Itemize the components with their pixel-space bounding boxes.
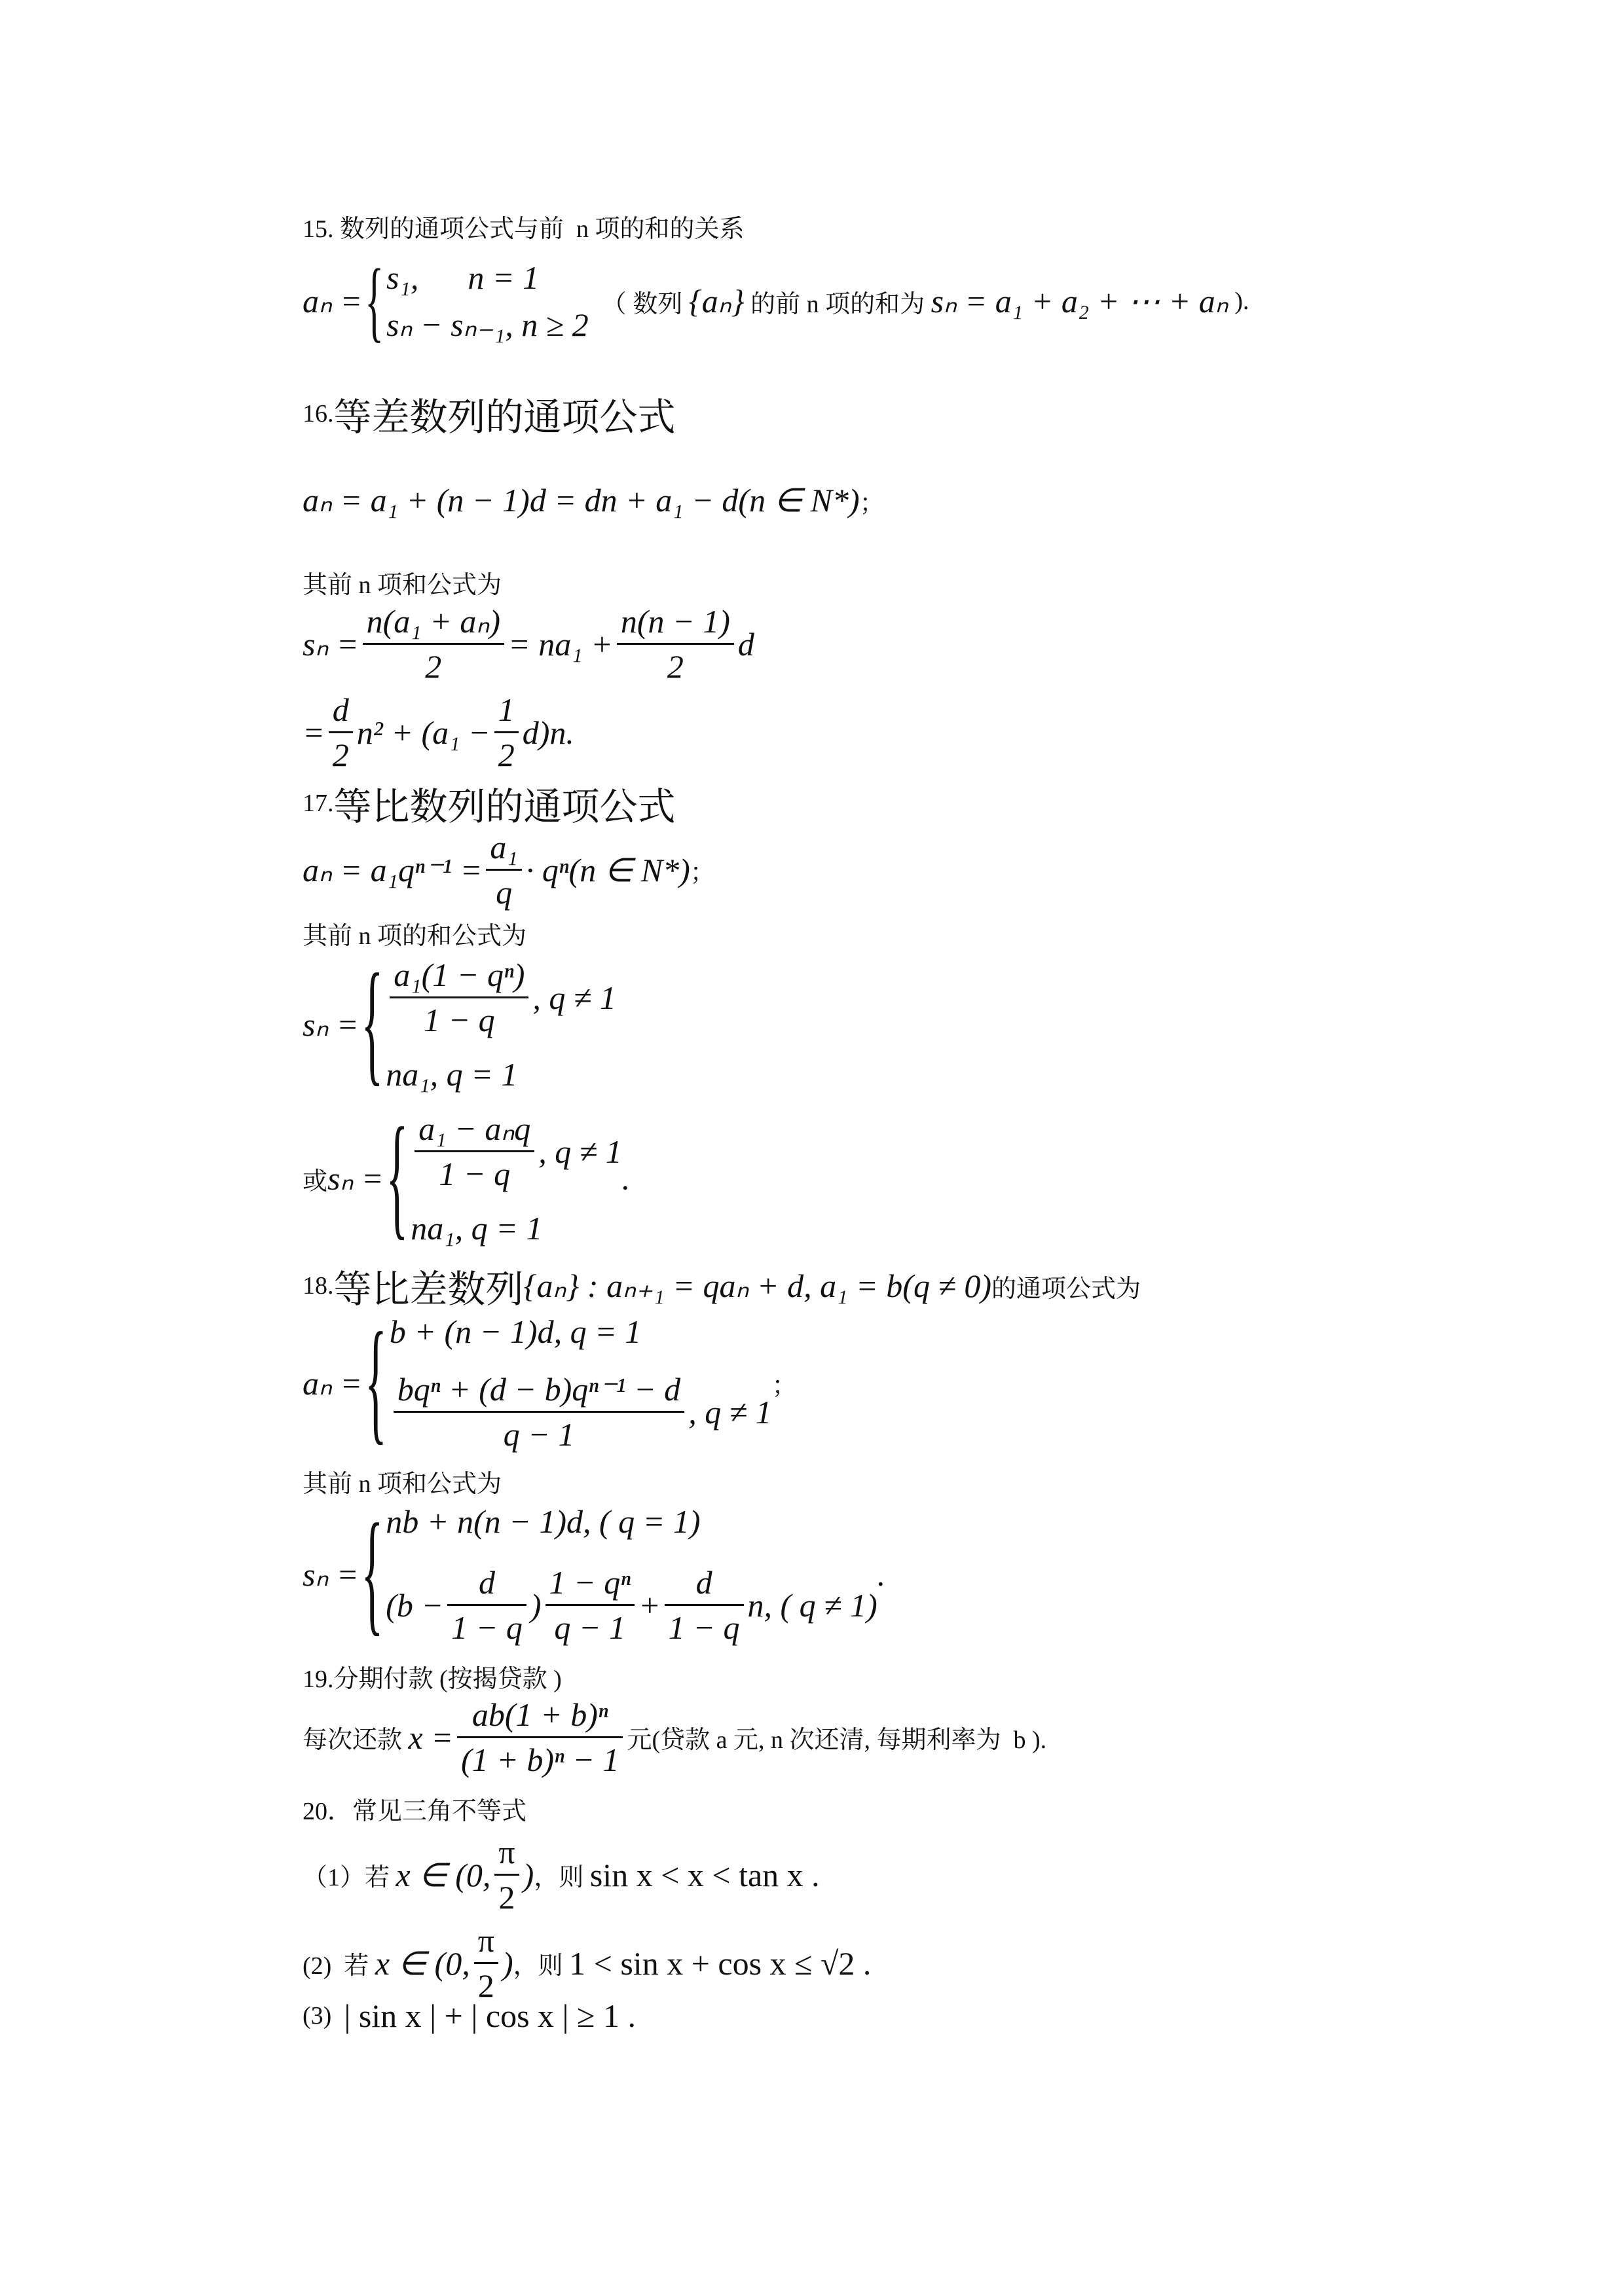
condition: , q ≠ 1 xyxy=(538,1133,622,1170)
fraction xyxy=(617,602,734,685)
section-15-heading: 15. 数列的通项公式与前 n 项的和的关系 xyxy=(303,215,745,243)
denominator: 2 xyxy=(617,643,734,685)
lhs: sₙ = xyxy=(303,1006,359,1043)
label: 每次还款 xyxy=(303,1726,409,1754)
tail: . xyxy=(877,1556,886,1593)
tail: d)n. xyxy=(522,714,574,751)
case-2: na₁, q = 1 xyxy=(411,1210,543,1247)
cases xyxy=(390,1313,772,1453)
mid: n² + (a₁ − xyxy=(356,714,490,751)
section-19-heading: 19.分期付款 (按揭贷款 ) xyxy=(303,1666,562,1693)
term: + xyxy=(638,1586,661,1624)
inequality-1 xyxy=(303,1833,820,1916)
denominator: 1 − q xyxy=(665,1604,744,1647)
denominator: 2 xyxy=(363,643,504,685)
inequality: 1 < sin x + cos x ≤ √2 . xyxy=(569,1944,872,1982)
denominator: (1 + b)ⁿ − 1 xyxy=(457,1736,623,1779)
section-title: 等差数列的通项公式 xyxy=(333,396,676,439)
fraction xyxy=(665,1563,744,1647)
section-16-heading xyxy=(303,386,676,441)
term: ) xyxy=(502,1944,513,1982)
section-17-heading xyxy=(303,776,676,831)
denominator: 1 − q xyxy=(415,1150,534,1193)
tail: d xyxy=(737,625,754,663)
general-term: aₙ = a₁ + (n − 1)d = dn + a₁ − d(n ∈ N*) xyxy=(303,482,860,519)
inequality-2 xyxy=(303,1922,871,2005)
section-17-formula xyxy=(303,828,715,911)
fraction xyxy=(486,828,521,911)
case-1: nb + n(n − 1)d, ( q = 1) xyxy=(386,1503,701,1540)
item-label: （1）若 xyxy=(303,1864,396,1891)
numerator: a₁ xyxy=(490,829,518,866)
term: x ∈ (0, xyxy=(375,1944,470,1982)
or-label: 或 xyxy=(303,1167,328,1195)
lhs: sₙ = xyxy=(303,625,359,663)
rest: · qⁿ(n ∈ N*) xyxy=(525,851,690,888)
mid: = na₁ + xyxy=(507,625,613,663)
lhs: sₙ = xyxy=(303,1556,359,1593)
sum-formula xyxy=(303,948,616,1099)
sum-label: 其前 n 项的和公式为 xyxy=(303,922,527,950)
fraction xyxy=(457,1696,623,1779)
section-15-formula xyxy=(303,250,1249,350)
then: ，则 xyxy=(513,1952,570,1980)
section-number: 18. xyxy=(303,1272,334,1300)
sum-label: 其前 n 项和公式为 xyxy=(303,1470,502,1498)
numerator: n(a₁ + aₙ) xyxy=(366,603,500,640)
condition: , q ≠ 1 xyxy=(532,979,616,1016)
sum-formula-line-2 xyxy=(303,691,574,774)
suffix: 的通项公式为 xyxy=(991,1275,1141,1303)
note-close: ). xyxy=(1228,287,1249,315)
numerator: ab(1 + b)ⁿ xyxy=(471,1696,608,1733)
lhs: x = xyxy=(408,1719,453,1756)
case-2: sₙ − sₙ₋₁, n ≥ 2 xyxy=(386,306,589,343)
condition: , q ≠ 1 xyxy=(688,1393,772,1430)
sum-label: 其前 n 项和公式为 xyxy=(303,572,502,599)
term: n, ( q ≠ 1) xyxy=(747,1586,877,1624)
fraction xyxy=(390,956,528,1039)
fraction xyxy=(474,1922,498,2005)
note: 元(贷款 a 元, n 次还清, 每期利率为 b ). xyxy=(627,1726,1047,1754)
case-2 xyxy=(386,1563,877,1647)
term: ) xyxy=(523,1856,534,1893)
numerator: d xyxy=(332,691,349,728)
general-term-formula xyxy=(303,1306,797,1458)
cases xyxy=(386,259,589,344)
section-number: 16. xyxy=(303,400,334,428)
fraction xyxy=(447,1563,526,1647)
lhs: aₙ = xyxy=(303,283,363,319)
case-1 xyxy=(386,956,616,1039)
item-label: (3) xyxy=(303,2002,344,2030)
tail: . xyxy=(621,1160,631,1197)
fraction xyxy=(415,1110,534,1193)
numerator: a₁ − aₙq xyxy=(418,1110,531,1147)
case-1: s₁, n = 1 xyxy=(386,259,540,296)
numerator: 1 xyxy=(498,691,515,728)
numerator: π xyxy=(477,1922,494,1959)
numerator: d xyxy=(479,1564,495,1601)
sum-formula-line-1 xyxy=(303,602,754,685)
fraction xyxy=(545,1563,635,1647)
lhs: aₙ = a₁qⁿ⁻¹ = xyxy=(303,851,483,888)
denominator: q xyxy=(486,869,521,911)
section-number: 17. xyxy=(303,790,334,817)
denominator: q − 1 xyxy=(394,1411,684,1453)
fraction xyxy=(363,602,504,685)
note-open: （ 数列 xyxy=(601,290,689,318)
denominator: 1 − q xyxy=(390,996,528,1039)
denominator: 2 xyxy=(474,1962,498,2005)
left-brace: { xyxy=(361,948,384,1099)
term: (b − xyxy=(386,1586,444,1624)
case-1: b + (n − 1)d, q = 1 xyxy=(389,1313,642,1350)
lhs: sₙ = xyxy=(327,1160,384,1197)
section-18-heading xyxy=(303,1258,1141,1313)
numerator: π xyxy=(498,1834,515,1870)
fraction xyxy=(494,1833,519,1916)
sum-formula xyxy=(303,1498,886,1649)
semicolon: ； xyxy=(690,859,715,886)
term: x ∈ (0, xyxy=(396,1856,491,1893)
numerator: n(n − 1) xyxy=(620,603,730,640)
numerator: a₁(1 − qⁿ) xyxy=(394,957,525,993)
lhs: aₙ = xyxy=(303,1364,363,1402)
denominator: 2 xyxy=(494,1874,519,1916)
sum-formula-alt xyxy=(303,1102,631,1253)
cases xyxy=(386,1503,877,1647)
then: ，则 xyxy=(534,1864,590,1891)
case-2: na₁, q = 1 xyxy=(386,1056,518,1093)
definition: {aₙ} : aₙ₊₁ = qaₙ + d, a₁ = b(q ≠ 0) xyxy=(523,1267,992,1304)
note-mid: 的前 n 项的和为 xyxy=(744,290,931,318)
section-title: 等比数列的通项公式 xyxy=(333,786,676,828)
inequality: | sin x | + | cos x | ≥ 1 . xyxy=(344,1997,636,2034)
cases xyxy=(386,956,616,1093)
term: ) xyxy=(530,1586,542,1624)
left-brace: { xyxy=(365,1306,387,1458)
semicolon: ； xyxy=(771,1372,797,1400)
inequality-3 xyxy=(303,1997,636,2035)
section-20-heading: 20．常见三角不等式 xyxy=(303,1798,527,1825)
inequality: sin x < x < tan x . xyxy=(589,1856,820,1893)
fraction xyxy=(329,691,353,774)
numerator: d xyxy=(695,1564,712,1601)
left-brace: { xyxy=(386,1102,409,1253)
left-brace: { xyxy=(361,1498,384,1649)
semicolon: ； xyxy=(859,489,885,517)
item-label: (2) 若 xyxy=(303,1952,375,1980)
equals: = xyxy=(303,714,325,751)
section-16-formula xyxy=(303,481,885,519)
denominator: 1 − q xyxy=(447,1604,526,1647)
fraction xyxy=(394,1370,684,1453)
note-formula: sₙ = a₁ + a₂ + ⋯ + aₙ xyxy=(931,283,1228,319)
note-set: {aₙ} xyxy=(688,283,745,319)
cases xyxy=(411,1110,622,1247)
denominator: 2 xyxy=(329,731,353,774)
numerator: bqⁿ + (d − b)qⁿ⁻¹ − d xyxy=(397,1371,681,1408)
denominator: q − 1 xyxy=(545,1604,635,1647)
installment-formula xyxy=(303,1696,1046,1779)
fraction xyxy=(494,691,519,774)
case-1 xyxy=(411,1110,622,1193)
denominator: 2 xyxy=(494,731,519,774)
left-brace: { xyxy=(365,250,384,350)
section-title: 等比差数列 xyxy=(333,1268,524,1311)
case-2 xyxy=(390,1370,772,1453)
numerator: 1 − qⁿ xyxy=(549,1564,631,1601)
